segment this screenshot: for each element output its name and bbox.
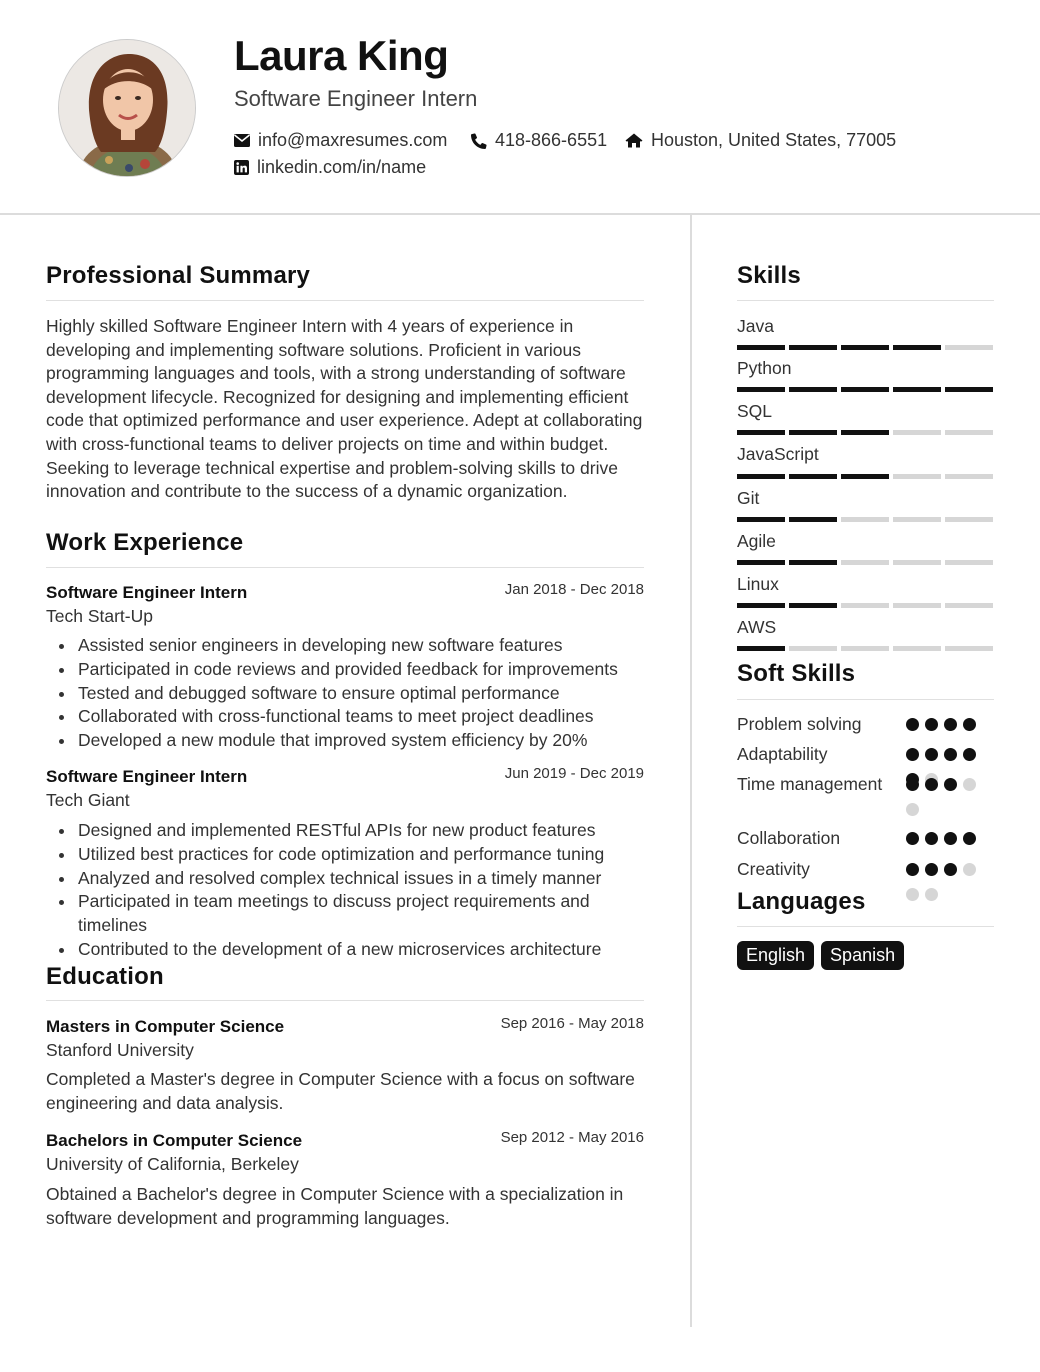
list-item: Collaborated with cross-functional teams to meet project deadlines — [46, 705, 666, 729]
rating-dot — [906, 888, 919, 901]
language-badge: Spanish — [821, 941, 904, 970]
skill-level-segment — [945, 646, 993, 651]
rating-dot — [963, 778, 976, 791]
degree-title: Bachelors in Computer Science — [46, 1131, 303, 1150]
skill-level-segment — [737, 387, 785, 392]
skill-level-segment — [737, 474, 785, 479]
resume-header — [0, 0, 1040, 215]
skill-level-segment — [737, 345, 785, 350]
job-bullets — [46, 819, 646, 962]
address-text: Houston, United States, 77005 — [651, 130, 897, 150]
rating-dot — [906, 748, 919, 761]
rating-dot — [906, 718, 919, 731]
skills-divider — [737, 300, 994, 301]
job-dates: Jun 2019 - Dec 2019 — [504, 765, 644, 782]
degree-title: Masters in Computer Science — [46, 1017, 285, 1036]
skill-level-segment — [841, 387, 889, 392]
skill-level-segment — [893, 560, 941, 565]
skill-name: SQL — [737, 401, 773, 421]
skill-level-segment — [945, 603, 993, 608]
skill-level-segment — [841, 646, 889, 651]
rating-dot — [925, 748, 938, 761]
candidate-name: Laura King — [234, 32, 449, 79]
list-item: Participated in code reviews and provided feedback for improvements — [46, 658, 666, 682]
rating-dot — [925, 718, 938, 731]
rating-dot — [906, 803, 919, 816]
skill-level-segment — [789, 387, 837, 392]
phone-icon — [471, 133, 487, 149]
languages-divider — [737, 926, 994, 927]
skill-level-segment — [893, 387, 941, 392]
rating-dot — [944, 718, 957, 731]
rating-dot — [963, 863, 976, 876]
skill-level-segment — [841, 560, 889, 565]
skill-level-bar — [737, 387, 993, 392]
skill-level-segment — [893, 517, 941, 522]
skill-level-segment — [789, 646, 837, 651]
skill-name: Java — [737, 316, 774, 336]
skill-name: JavaScript — [737, 444, 819, 464]
list-item: Analyzed and resolved complex technical issues in a timely manner — [46, 867, 646, 891]
job-title: Software Engineer Intern — [46, 583, 248, 602]
job-bullets — [46, 634, 666, 753]
list-item: Utilized best practices for code optimization and performance tuning — [46, 843, 646, 867]
skill-level-segment — [841, 517, 889, 522]
soft-skill-name: Time management — [737, 774, 883, 794]
skill-level-segment — [945, 430, 993, 435]
linkedin-icon — [234, 160, 249, 175]
rating-dot — [944, 748, 957, 761]
address-contact — [625, 130, 896, 151]
rating-dot — [906, 863, 919, 876]
summary-heading: Professional Summary — [46, 262, 311, 289]
skill-level-segment — [841, 430, 889, 435]
skill-level-segment — [893, 474, 941, 479]
soft-skill-name: Adaptability — [737, 744, 828, 764]
skill-level-segment — [893, 430, 941, 435]
skill-level-segment — [789, 430, 837, 435]
skill-level-bar — [737, 430, 993, 435]
skill-level-segment — [737, 646, 785, 651]
skill-level-segment — [737, 517, 785, 522]
rating-dot — [925, 888, 938, 901]
skills-heading: Skills — [737, 262, 801, 289]
skill-level-segment — [945, 517, 993, 522]
job-dates: Jan 2018 - Dec 2018 — [504, 581, 644, 598]
skill-level-bar — [737, 560, 993, 565]
soft-skill-name: Problem solving — [737, 714, 862, 734]
skill-level-segment — [789, 474, 837, 479]
experience-heading: Work Experience — [46, 529, 244, 556]
linkedin-text: linkedin.com/in/name — [257, 157, 427, 177]
envelope-icon — [234, 134, 250, 147]
skill-name: Linux — [737, 574, 779, 594]
skill-level-segment — [945, 345, 993, 350]
skill-name: Git — [737, 488, 760, 508]
phone-text: 418-866-6551 — [495, 130, 608, 150]
education-description: Completed a Master's degree in Computer Science with a focus on software engineering and data analysis. — [46, 1069, 635, 1113]
company-name: Tech Giant — [46, 790, 130, 810]
skill-level-bar — [737, 345, 993, 350]
school-name: University of California, Berkeley — [46, 1154, 299, 1174]
skill-level-bar — [737, 603, 993, 608]
soft-skill-name: Collaboration — [737, 828, 841, 848]
list-item: Assisted senior engineers in developing new software features — [46, 634, 666, 658]
rating-dot — [944, 832, 957, 845]
rating-dot — [944, 863, 957, 876]
rating-dot — [963, 718, 976, 731]
skill-level-segment — [737, 430, 785, 435]
skill-level-segment — [945, 387, 993, 392]
candidate-title: Software Engineer Intern — [234, 86, 478, 111]
skill-level-bar — [737, 646, 993, 651]
skill-level-segment — [945, 474, 993, 479]
email-contact[interactable] — [234, 130, 447, 151]
experience-divider — [46, 567, 644, 568]
skill-name: AWS — [737, 617, 777, 637]
soft-skill-rating — [906, 832, 986, 845]
rating-dot — [906, 832, 919, 845]
language-badge: English — [737, 941, 814, 970]
rating-dot — [925, 778, 938, 791]
languages-list — [737, 941, 904, 970]
rating-dot — [963, 832, 976, 845]
education-description: Obtained a Bachelor's degree in Computer Science with a specialization in software development and programming languages. — [46, 1184, 624, 1228]
linkedin-contact[interactable] — [234, 157, 426, 178]
phone-contact[interactable] — [471, 130, 607, 151]
school-name: Stanford University — [46, 1040, 194, 1060]
rating-dot — [925, 863, 938, 876]
skill-level-segment — [893, 646, 941, 651]
skill-name: Agile — [737, 531, 776, 551]
education-dates: Sep 2016 - May 2018 — [500, 1015, 644, 1032]
skill-level-segment — [789, 560, 837, 565]
languages-heading: Languages — [737, 888, 866, 915]
education-divider — [46, 1000, 644, 1001]
skill-level-bar — [737, 474, 993, 479]
job-title: Software Engineer Intern — [46, 767, 248, 786]
skill-level-segment — [841, 474, 889, 479]
list-item: Developed a new module that improved system efficiency by 20% — [46, 729, 666, 753]
soft-skill-rating — [906, 863, 986, 901]
summary-text: Highly skilled Software Engineer Intern with 4 years of experience in developing and implementing software solutions. Proficient in various programming languages and tools, with a strong understanding of software development lifecycle. Recognized for designing and implementing efficient code that optimized performance and user experience. Adept at collaborating with cross-functional teams to deliver projects on time and within budget. Seeking to leverage technical expertise and problem-solving skills to drive innovation and contribute to the success of a dynamic organization. — [46, 316, 643, 502]
skill-name: Python — [737, 358, 792, 378]
soft-skill-rating — [906, 718, 986, 731]
column-divider — [690, 215, 692, 1327]
portrait-image-icon — [59, 40, 196, 177]
profile-photo — [58, 39, 196, 177]
home-icon — [625, 133, 643, 148]
soft-skill-rating — [906, 778, 986, 816]
education-heading: Education — [46, 963, 164, 990]
soft-skills-divider — [737, 699, 994, 700]
list-item: Designed and implemented RESTful APIs for new product features — [46, 819, 646, 843]
skill-level-segment — [737, 560, 785, 565]
skill-level-segment — [841, 345, 889, 350]
summary-divider — [46, 300, 644, 301]
skill-level-segment — [945, 560, 993, 565]
skill-level-segment — [841, 603, 889, 608]
skill-level-segment — [789, 345, 837, 350]
company-name: Tech Start-Up — [46, 606, 153, 626]
list-item: Participated in team meetings to discuss project requirements and timelines — [46, 890, 646, 938]
soft-skill-name: Creativity — [737, 859, 810, 879]
skill-level-segment — [737, 603, 785, 608]
email-text: info@maxresumes.com — [258, 130, 448, 150]
rating-dot — [963, 748, 976, 761]
skill-level-segment — [789, 603, 837, 608]
skill-level-segment — [893, 603, 941, 608]
skill-level-segment — [789, 517, 837, 522]
list-item: Tested and debugged software to ensure optimal performance — [46, 682, 666, 706]
rating-dot — [906, 778, 919, 791]
skill-level-segment — [893, 345, 941, 350]
rating-dot — [925, 832, 938, 845]
rating-dot — [944, 778, 957, 791]
list-item: Contributed to the development of a new microservices architecture — [46, 938, 646, 962]
education-dates: Sep 2012 - May 2016 — [500, 1129, 644, 1146]
skill-level-bar — [737, 517, 993, 522]
soft-skills-heading: Soft Skills — [737, 660, 856, 687]
